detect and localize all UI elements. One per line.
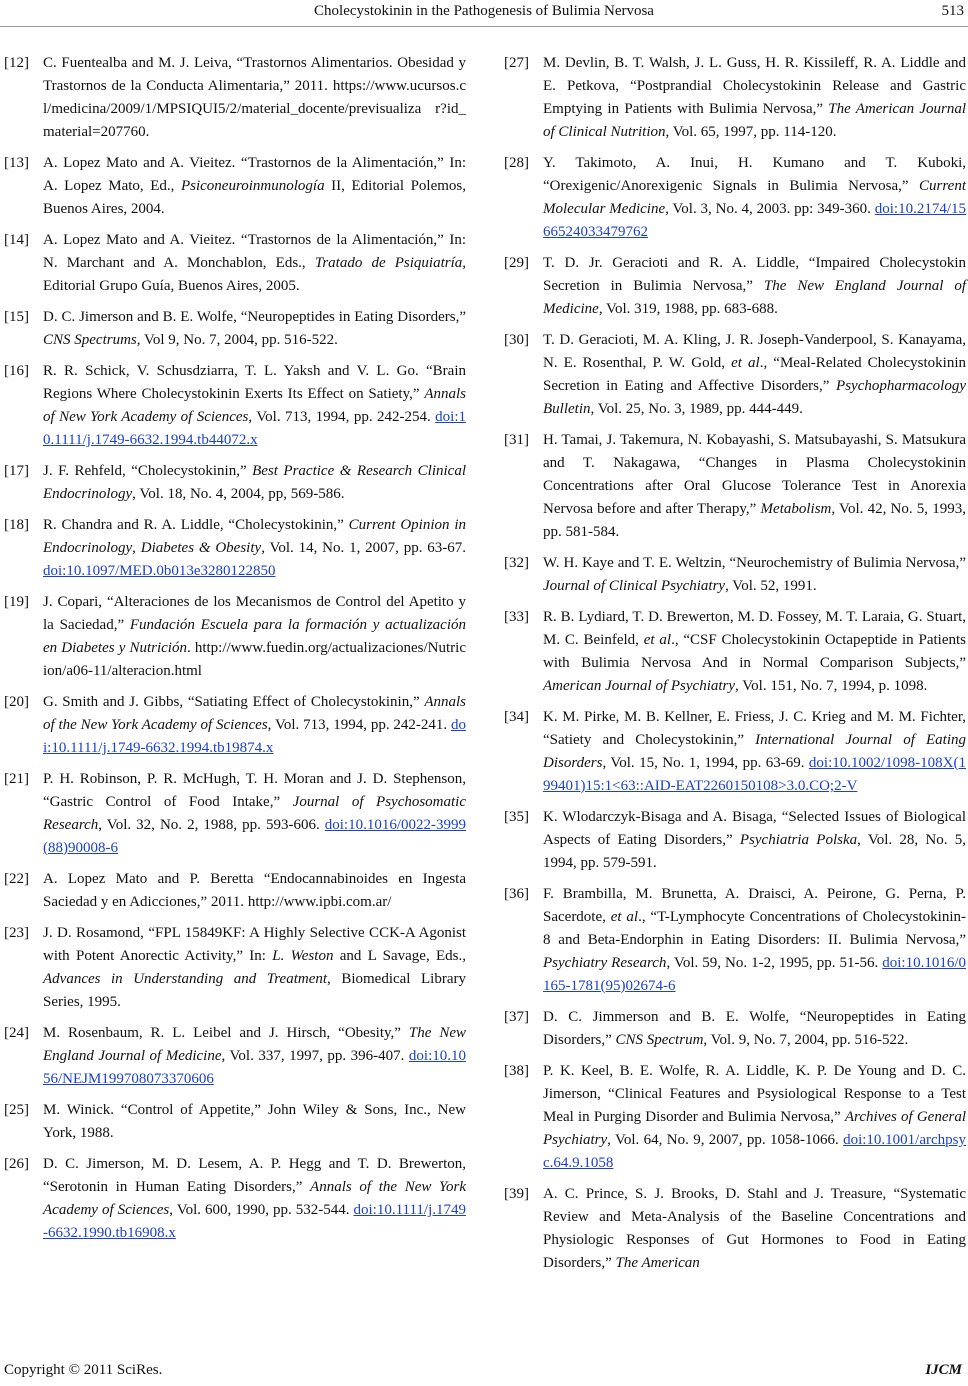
reference-text [543,1183,966,1275]
reference-text-segment: , Vol. 600, 1990, pp. 532-544. [169,1202,354,1218]
reference-text-segment: and L Savage, Eds., [333,948,466,964]
reference-text [43,868,466,914]
reference-number: [13] [4,155,29,171]
journal-abbreviation: IJCM [925,1362,962,1378]
reference-text-segment: J. Copari, “Alteraciones de los Mecanismos de Control del Apetito y la Saciedad,” [43,594,466,633]
reference-text-segment: , Vol. 32, No. 2, 1988, pp. 593-606. [98,817,325,833]
reference-source-title: CNS Spectrum [615,1032,704,1048]
reference-source-title: Psychiatria Polska [739,832,858,848]
reference-text [543,806,966,875]
reference-source-title: Metabolism [760,501,832,517]
reference-text-segment: J. D. Rosamond, “FPL 15849KF: A Highly Selective CCK-A Agonist with Potent Anorectic Activity,” In: [43,925,466,964]
reference-text-segment: G. Smith and J. Gibbs, “Satiating Effect of Cholecystokinin,” [43,694,425,710]
reference-text-segment: , Biomedical Library Series, 1995. [43,971,466,1010]
reference-entry [504,1006,966,1052]
reference-text-segment: , Vol. 319, 1988, pp. 683-688. [598,301,778,317]
reference-entry [4,922,466,1014]
reference-text [43,229,466,298]
reference-source-title: The American Journal of Clinical Nutrition [543,101,966,140]
reference-source-title: L. Weston [272,948,334,964]
reference-source-title: Diabetes & Obesity [140,540,262,556]
reference-text-segment: R. B. Lydiard, T. D. Brewerton, M. D. Fossey, M. T. Laraia, G. Stuart, M. C. Beinfeld, [543,609,966,648]
reference-url: http://www.ipbi.com.ar/ [247,894,392,910]
reference-source-title: Journal of Clinical Psychiatry [543,578,726,594]
doi-link[interactable]: doi:10.1002/1098-108X(199401)15:1<63::AID-EAT2260150108>3.0.CO;2-V [543,755,966,794]
reference-text [543,606,966,698]
reference-source-title: et al [731,355,760,371]
reference-text-segment: , Vol. 3, No. 4, 2003. pp: 349-360. [665,201,875,217]
reference-text [543,706,966,798]
reference-source-title: International Journal of Eating Disorders [543,732,966,771]
reference-entry [4,1153,466,1245]
reference-entry [504,1183,966,1275]
reference-text-segment: . [186,640,195,656]
reference-source-title: et al [643,632,672,648]
reference-source-title: Journal of Psychosomatic Research [43,794,467,833]
reference-text-segment: K. Wlodarczyk-Bisaga and A. Bisaga, “Selected Issues of Biological Aspects of Eating Disorders,” [543,809,966,848]
reference-text-segment: P. K. Keel, B. E. Wolfe, R. A. Liddle, K. P. De Young and D. C. Jimerson, “Clinical Features and Psysiological Response to a Test Meal in Purging Disorder and Bulimia Nervosa,” [543,1063,966,1125]
reference-entry [4,360,466,452]
reference-text-segment: H. Tamai, J. Takemura, N. Kobayashi, S. Matsubayashi, S. Matsukura and T. Nakagawa, “Changes in Plasma Cholecystokinin Concentrations after Oral Glucose Tolerance Test in Anorexia Nervosa before and after Therapy,” [543,432,966,517]
reference-text-segment: ., “CSF Cholecystokinin Octapeptide in Patients with Bulimia Nervosa And in Normal Comparison Subjects,” [543,632,967,671]
reference-text-segment: F. Brambilla, M. Brunetta, A. Draisci, A. Peirone, G. Perna, P. Sacerdote, [543,886,966,925]
reference-text-segment: , Vol. 337, 1997, pp. 396-407. [221,1048,409,1064]
reference-text-segment: R. R. Schick, V. Schusdziarra, T. L. Yaksh and V. L. Go. “Brain Regions Where Cholecystokinin Exerts Its Effect on Satiety,” [43,363,466,402]
reference-text-segment: , Vol. 59, No. 1-2, 1995, pp. 51-56. [666,955,883,971]
reference-number: [30] [504,332,529,348]
reference-source-title: Current Molecular Medicine [543,178,966,217]
reference-number: [18] [4,517,29,533]
reference-number: [27] [504,55,529,71]
reference-source-title: Psychopharmacology Bulletin [543,378,966,417]
reference-text [43,306,466,352]
reference-source-title: American Journal of Psychiatry [543,678,736,694]
reference-number: [36] [504,886,529,902]
reference-text [543,883,966,998]
reference-text-segment: W. H. Kaye and T. E. Weltzin, “Neurochemistry of Bulimia Nervosa,” [543,555,966,571]
reference-text-segment: P. H. Robinson, P. R. McHugh, T. H. Moran and J. D. Stephenson, “Gastric Control of Food Intake,” [43,771,466,810]
reference-text [543,429,966,544]
reference-text-segment: A. Lopez Mato and A. Vieitez. “Trastornos de la Alimentación,” In: N. Marchant and A. Monchablon, Eds., [43,232,466,271]
reference-text [43,768,466,860]
reference-text [543,329,966,421]
reference-source-title: Annals of New York Academy of Sciences [43,386,466,425]
doi-link[interactable]: doi:10.2174/1566524033479762 [543,201,966,240]
reference-entry [4,691,466,760]
reference-number: [31] [504,432,529,448]
reference-text [43,52,466,144]
reference-text-segment: , Vol. 9, No. 7, 2004, pp. 516-522. [703,1032,909,1048]
page-number: 513 [941,3,964,19]
reference-text-segment: , [132,540,141,556]
reference-text-segment: D. C. Jimerson, M. D. Lesem, A. P. Hegg and T. D. Brewerton, “Serotonin in Human Eating Disorders,” [43,1156,466,1195]
reference-text [43,591,466,683]
reference-text [43,922,466,1014]
reference-text-segment: ., “Meal-Related Cholecystokinin Secretion in Eating and Affective Disorders,” [543,355,966,394]
reference-text-segment: , Vol. 25, No. 3, 1989, pp. 444-449. [590,401,803,417]
reference-number: [19] [4,594,29,610]
reference-text-segment: A. Lopez Mato and A. Vieitez. “Trastornos de la Alimentación,” In: A. Lopez Mato, Ed., [43,155,466,194]
reference-text-segment: , Vol. 28, No. 5, 1994, pp. 579-591. [543,832,966,871]
reference-text-segment: K. M. Pirke, M. B. Kellner, E. Friess, J. C. Krieg and M. M. Fichter, “Satiety and Cholecystokinin,” [543,709,966,748]
reference-text [543,1006,966,1052]
doi-link[interactable]: doi:10.1097/MED.0b013e3280122850 [43,563,276,579]
reference-text-segment: M. Winick. “Control of Appetite,” John Wiley & Sons, Inc., New York, 1988. [43,1102,466,1141]
reference-source-title: CNS Spectrums [43,332,137,348]
reference-entry [4,229,466,298]
reference-text [43,1153,466,1245]
reference-text-segment: , Vol. 14, No. 1, 2007, pp. 63-67. [261,540,467,556]
reference-text-segment: , Vol. 713, 1994, pp. 242-241. [267,717,452,733]
reference-entry [504,606,966,698]
reference-entry [504,806,966,875]
doi-link[interactable]: doi:10.1016/0165-1781(95)02674-6 [543,955,967,994]
reference-source-title: Advances in Understanding and Treatment [43,971,328,987]
reference-entry [504,883,966,998]
reference-number: [21] [4,771,29,787]
reference-entry [4,1099,466,1145]
reference-text [43,691,466,760]
reference-source-title: Psiconeuroinmunología [180,178,325,194]
reference-source-title: Tratado de Psiquiatría [314,255,463,271]
doi-link[interactable]: doi:10.1111/j.1749-6632.1990.tb16908.x [43,1202,466,1241]
copyright-notice: Copyright © 2011 SciRes. [4,1362,163,1378]
reference-number: [23] [4,925,29,941]
reference-text-segment: , Vol. 713, 1994, pp. 242-254. [248,409,436,425]
page-footer [4,1362,962,1384]
reference-text [43,152,466,221]
reference-entry [4,768,466,860]
reference-source-title: The New England Journal of Medicine [43,1025,467,1064]
reference-text-segment: R. Chandra and R. A. Liddle, “Cholecystokinin,” [43,517,349,533]
reference-number: [28] [504,155,529,171]
reference-text-segment: T. D. Geracioti, M. A. Kling, J. R. Joseph-Vanderpool, S. Kanayama, N. E. Rosenthal, P. W. Gold, [543,332,966,371]
reference-text-segment: D. C. Jimerson and B. E. Wolfe, “Neuropeptides in Eating Disorders,” [43,309,466,325]
reference-entry [504,429,966,544]
reference-text-segment: M. Devlin, B. T. Walsh, J. L. Guss, H. R. Kissileff, R. A. Liddle and E. Petkova, “Postprandial Cholecystokinin Release and Gastric Emptying in Patients with Bulimia Nervosa,” [543,55,966,117]
reference-number: [24] [4,1025,29,1041]
reference-text-segment: A. C. Prince, S. J. Brooks, D. Stahl and J. Treasure, “Systematic Review and Meta-Analysis of the Baseline Concentrations and Physiologic Responses of Gut Hormones to Food in Eating Disorders,” [543,1186,966,1271]
reference-source-title: Annals of the New York Academy of Sciences [43,1179,467,1218]
reference-text-segment: , Vol. 15, No. 1, 1994, pp. 63-69. [602,755,809,771]
reference-entry [504,552,966,598]
reference-text-segment: ., “T-Lymphocyte Concentrations of Cholecystokinin-8 and Beta-Endorphin in Eating Disorders: II. Bulimia Nervosa,” [543,909,966,948]
reference-text-segment: , Vol. 18, No. 4, 2004, pp, 569-586. [132,486,345,502]
page-header [0,0,968,27]
reference-entry [4,514,466,583]
doi-link[interactable]: doi:10.1016/0022-3999(88)90008-6 [43,817,466,856]
reference-text-segment: D. C. Jimmerson and B. E. Wolfe, “Neuropeptides in Eating Disorders,” [543,1009,966,1048]
reference-entry [504,706,966,798]
reference-text-segment: C. Fuentealba and M. J. Leiva, “Trastornos Alimentarios. Obesidad y Trastornos de la Conducta Alimentaria,” 2011. [43,55,466,94]
reference-number: [20] [4,694,29,710]
reference-text [43,360,466,452]
reference-text-segment: J. F. Rehfeld, “Cholecystokinin,” [43,463,253,479]
reference-text [543,1060,966,1175]
reference-number: [22] [4,871,29,887]
reference-text-segment: , Vol. 65, 1997, pp. 114-120. [665,124,837,140]
reference-source-title: Annals of the New York Academy of Sciences [43,694,466,733]
reference-text-segment: II, Editorial Polemos, Buenos Aires, 2004. [43,178,466,217]
reference-number: [37] [504,1009,529,1025]
reference-text-segment: , Editorial Grupo Guía, Buenos Aires, 2005. [43,255,467,294]
reference-number: [17] [4,463,29,479]
reference-entry [4,1022,466,1091]
reference-number: [38] [504,1063,529,1079]
reference-url: http://www.fuedin.org/actualizaciones/Nutricion/a06-11/alteracion.html [43,640,466,679]
reference-number: [34] [504,709,529,725]
reference-text [43,460,466,506]
reference-text [43,1022,466,1091]
reference-text-segment: Y. Takimoto, A. Inui, H. Kumano and T. Kuboki, “Orexigenic/Anorexigenic Signals in Bulimia Nervosa,” [543,155,966,194]
reference-number: [15] [4,309,29,325]
running-title: Cholecystokinin in the Pathogenesis of Bulimia Nervosa [314,3,654,19]
reference-text-segment: , Vol. 151, No. 7, 1994, p. 1098. [735,678,928,694]
reference-number: [26] [4,1156,29,1172]
reference-entry [504,52,966,144]
reference-source-title: The American [615,1255,700,1271]
reference-number: [32] [504,555,529,571]
reference-text-segment: , Vol. 52, 1991. [725,578,817,594]
reference-entry [504,1060,966,1175]
reference-column-left [4,52,466,1253]
reference-text-segment: , Vol. 42, No. 5, 1993, pp. 581-584. [543,501,966,540]
reference-number: [33] [504,609,529,625]
reference-entry [4,868,466,914]
reference-text [43,1099,466,1145]
reference-number: [29] [504,255,529,271]
reference-number: [39] [504,1186,529,1202]
reference-number: [12] [4,55,29,71]
reference-source-title: Psychiatry Research [543,955,667,971]
reference-text-segment: A. Lopez Mato and P. Beretta “Endocannabinoides en Ingesta Saciedad y en Adicciones,” 2011. [43,871,466,910]
reference-entry [504,329,966,421]
reference-text [543,52,966,144]
reference-text-segment: , Vol. 64, No. 9, 2007, pp. 1058-1066. [607,1132,844,1148]
reference-text [43,514,466,583]
reference-source-title: et al [610,909,639,925]
reference-source-title: The New England Journal of Medicine [543,278,966,317]
reference-source-title: Best Practice & Research Clinical Endocrinology [43,463,466,502]
reference-text [543,252,966,321]
reference-number: [25] [4,1102,29,1118]
reference-entry [504,252,966,321]
reference-source-title: Archives of General Psychiatry [543,1109,966,1148]
reference-text-segment: M. Rosenbaum, R. L. Leibel and J. Hirsch, “Obesity,” [43,1025,409,1041]
reference-number: [35] [504,809,529,825]
reference-source-title: Current Opinion in Endocrinology [43,517,466,556]
reference-number: [14] [4,232,29,248]
doi-link[interactable]: doi:10.1056/NEJM199708073370606 [43,1048,466,1087]
reference-entry [4,52,466,144]
reference-entry [4,306,466,352]
reference-text-segment: , Vol 9, No. 7, 2004, pp. 516-522. [136,332,338,348]
doi-link[interactable]: doi:10.1001/archpsyc.64.9.1058 [543,1132,966,1171]
doi-link[interactable]: doi:10.1111/j.1749-6632.1994.tb19874.x [43,717,467,756]
reference-entry [4,152,466,221]
reference-text-segment: T. D. Jr. Geracioti and R. A. Liddle, “Impaired Cholecystokin Secretion in Bulimia Nervosa,” [543,255,966,294]
reference-url: https://www.ucursos.cl/medicina/2009/1/MPSIQUI5/2/material_docente/previsualiza r?id_material=207760. [43,78,466,140]
doi-link[interactable]: doi:10.1111/j.1749-6632.1994.tb44072.x [43,409,466,448]
reference-entry [4,460,466,506]
reference-text [543,552,966,598]
reference-number: [16] [4,363,29,379]
reference-source-title: Fundación Escuela para la formación y actualización en Diabetes y Nutrición [43,617,466,656]
reference-column-right [504,52,966,1283]
reference-text [543,152,966,244]
reference-entry [4,591,466,683]
reference-entry [504,152,966,244]
